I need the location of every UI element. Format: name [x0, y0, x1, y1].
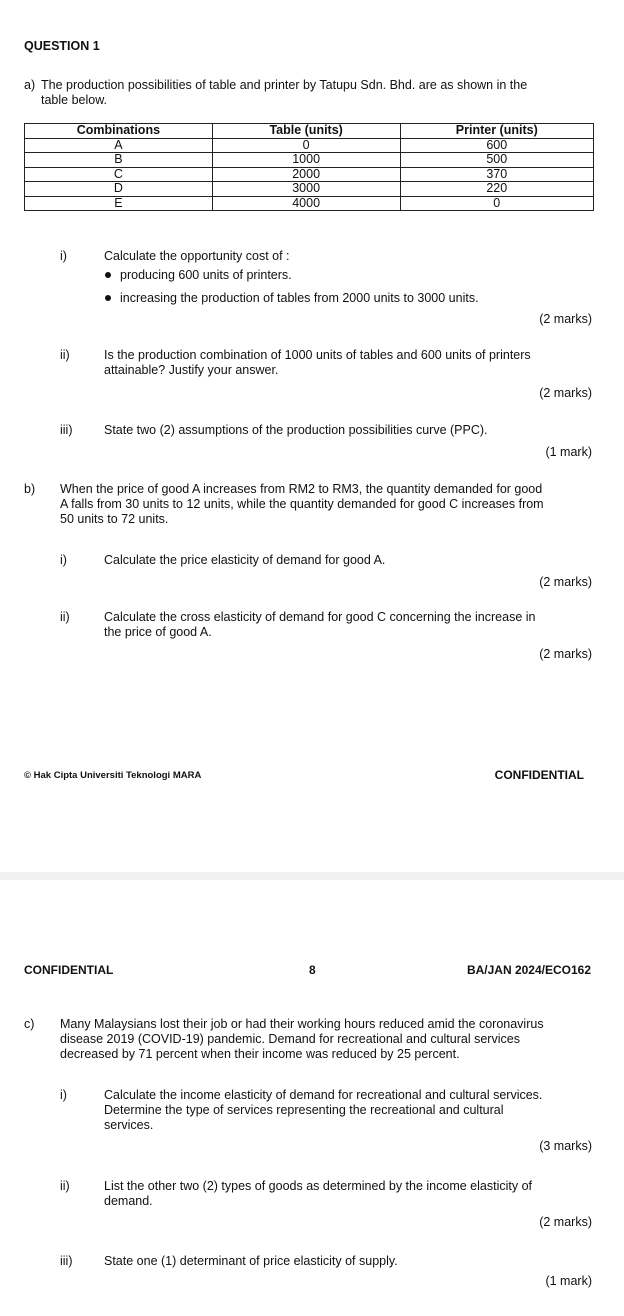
- part-c-ii-text-line1: List the other two (2) types of goods as determined by the income elasticity of: [104, 1179, 532, 1193]
- table-cell: 500: [400, 153, 593, 168]
- confidential-footer: CONFIDENTIAL: [494, 768, 584, 782]
- confidential-header: CONFIDENTIAL: [24, 963, 114, 977]
- table-row: [25, 138, 594, 153]
- paper-code-header: BA/JAN 2024/ECO162: [466, 963, 591, 977]
- table-row: [25, 153, 594, 168]
- table-header-cell: Combinations: [25, 124, 213, 139]
- table-cell: 220: [400, 182, 593, 197]
- part-c-text-line1: Many Malaysians lost their job or had their working hours reduced amid the coronavirus: [60, 1017, 544, 1031]
- part-b-text-line3: 50 units to 72 units.: [60, 512, 169, 526]
- part-a-i-bullet-1: producing 600 units of printers.: [120, 268, 292, 282]
- page-number: 8: [309, 963, 316, 977]
- part-b-ii-label: ii): [60, 610, 70, 624]
- part-c-ii-label: ii): [60, 1179, 70, 1193]
- part-c-iii-label: iii): [60, 1254, 73, 1268]
- part-c-i-marks: (3 marks): [539, 1139, 592, 1153]
- part-b-text-line2: A falls from 30 units to 12 units, while the quantity demanded for good C increases from: [60, 497, 544, 511]
- part-a-iii-label: iii): [60, 423, 73, 437]
- table-cell: D: [25, 182, 213, 197]
- table-cell: A: [25, 138, 213, 153]
- table-header-cell: Printer (units): [400, 124, 593, 139]
- part-a-i-text: Calculate the opportunity cost of :: [104, 249, 290, 263]
- part-c-text-line3: decreased by 71 percent when their income was reduced by 25 percent.: [60, 1047, 460, 1061]
- table-cell: 0: [212, 138, 400, 153]
- part-a-ii-label: ii): [60, 348, 70, 362]
- part-a-ii-marks: (2 marks): [539, 386, 592, 400]
- part-b-ii-text-line2: the price of good A.: [104, 625, 212, 639]
- bullet-icon: [105, 295, 111, 301]
- table-cell: 370: [400, 167, 593, 182]
- table-cell: E: [25, 196, 213, 211]
- table-row: [25, 196, 594, 211]
- copyright-footer: © Hak Cipta Universiti Teknologi MARA: [24, 770, 202, 781]
- part-c-i-text-line2: Determine the type of services representing the recreational and cultural: [104, 1103, 504, 1117]
- part-c-i-text-line1: Calculate the income elasticity of demand for recreational and cultural services.: [104, 1088, 543, 1102]
- part-a-iii-text: State two (2) assumptions of the production possibilities curve (PPC).: [104, 423, 488, 437]
- bullet-icon: [105, 272, 111, 278]
- part-a-text-line2: table below.: [41, 93, 108, 107]
- table-cell: C: [25, 167, 213, 182]
- part-a-text-line1: The production possibilities of table and printer by Tatupu Sdn. Bhd. are as shown in the: [41, 78, 528, 92]
- table-cell: 600: [400, 138, 593, 153]
- part-c-ii-marks: (2 marks): [539, 1215, 592, 1229]
- part-b-label: b): [24, 482, 36, 496]
- part-c-text-line2: disease 2019 (COVID-19) pandemic. Demand for recreational and cultural services: [60, 1032, 520, 1046]
- part-a-ii-text-line1: Is the production combination of 1000 units of tables and 600 units of printers: [104, 348, 531, 362]
- production-possibilities-table: [24, 123, 594, 211]
- table-cell: B: [25, 153, 213, 168]
- part-a-i-label: i): [60, 249, 67, 263]
- table-cell: 2000: [212, 167, 400, 182]
- table-row: [25, 182, 594, 197]
- exam-page-2: [0, 880, 624, 1316]
- part-a-i-marks: (2 marks): [539, 312, 592, 326]
- part-c-i-label: i): [60, 1088, 67, 1102]
- table-cell: 4000: [212, 196, 400, 211]
- table-cell: 3000: [212, 182, 400, 197]
- part-a-iii-marks: (1 mark): [545, 445, 592, 459]
- question-heading: QUESTION 1: [24, 39, 100, 53]
- table-row: [25, 167, 594, 182]
- part-b-i-marks: (2 marks): [539, 575, 592, 589]
- part-b-text-line1: When the price of good A increases from RM2 to RM3, the quantity demanded for good: [60, 482, 543, 496]
- part-b-i-text: Calculate the price elasticity of demand for good A.: [104, 553, 386, 567]
- part-a-i-bullet-2: increasing the production of tables from 2000 units to 3000 units.: [120, 291, 479, 305]
- table-cell: 0: [400, 196, 593, 211]
- table-header-cell: Table (units): [212, 124, 400, 139]
- part-b-ii-marks: (2 marks): [539, 647, 592, 661]
- page-divider: [0, 872, 624, 880]
- part-c-iii-marks: (1 mark): [545, 1274, 592, 1288]
- part-b-i-label: i): [60, 553, 67, 567]
- table-cell: 1000: [212, 153, 400, 168]
- table-header-row: [25, 124, 594, 139]
- part-c-iii-text: State one (1) determinant of price elasticity of supply.: [104, 1254, 398, 1268]
- part-a-ii-text-line2: attainable? Justify your answer.: [104, 363, 279, 377]
- part-a-label: a): [24, 78, 36, 92]
- part-b-ii-text-line1: Calculate the cross elasticity of demand for good C concerning the increase in: [104, 610, 536, 624]
- part-c-label: c): [24, 1017, 35, 1031]
- part-c-ii-text-line2: demand.: [104, 1194, 153, 1208]
- part-c-i-text-line3: services.: [104, 1118, 154, 1132]
